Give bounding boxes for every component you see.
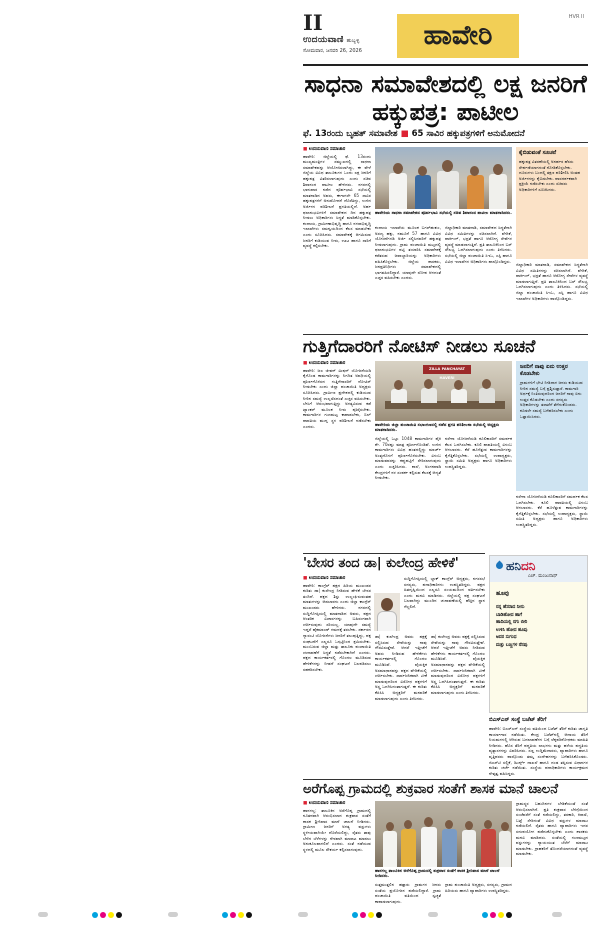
byline-text: ಉದಯವಾಣಿ ಸಮಾಚಾರ [308,576,346,581]
bullet-square-icon: ■ [303,801,309,806]
brief-text: ಹಾವೇರಿ: ಬಿಎಸ್‌ಎನ್ ಸಂಸ್ಥೆಯ ವತಿಯಿಂದ ಬಜೆಟ್ ತೆರಿಗೆ ಕುರಿತು ಜಾಗೃತಿ ಕಾರ್ಯಾಗಾರ ನಡೆಯಿತು. ಕೇಂದ್ರ ಬಜೆಟ್‌ನಲ್ಲಿ ಆದಾಯ ತೆರಿಗೆ ನಿಯಮಗಳಲ್ಲಿ ಆಗಿರುವ ಬದಲಾವಣೆಗಳ ಬಗ್ಗೆ ಲೆಕ್ಕಪರಿಶೋಧಕರು ಮಾಹಿತಿ ನೀಡಿದರು. ಹೊಸ ತೆರಿಗೆ ಪದ್ಧತಿಯ ಲಾಭಗಳು ಮತ್ತು ಹಳೆಯ ಪದ್ಧತಿಯ ವ್ಯತ್ಯಾಸಗಳನ್ನು ವಿವರಿಸಿದರು. ಸಣ್ಣ ಉದ್ದಿಮೆದಾರರು, ವ್ಯಾಪಾರಿಗಳು ಹಾಗೂ ವೃತ್ತಿಪರರು ಪಾಲ್ಗೊಂಡು ತಮ್ಮ ಸಂದೇಹಗಳನ್ನು ಬಗೆಹರಿಸಿಕೊಂಡರು. ಜಿಎಸ್‌ಟಿ ಸಲ್ಲಿಕೆ, ರಿಟರ್ನ್ಸ್ ದಾಖಲೆ ಹಾಗೂ ದಂಡ ತಪ್ಪಿಸುವ ವಿಧಾನಗಳ ಕುರಿತು ಚರ್ಚೆ ನಡೆಯಿತು. ಸಂಸ್ಥೆಯ ಪದಾಧಿಕಾರಿಗಳು ಕಾರ್ಯಕ್ರಮದ ನೇತೃತ್ವ ವಹಿಸಿದ್ದರು. [489,726,588,776]
subhead-part-b: 65 ಸಾವಿರ ಹಕ್ಕುಪತ್ರಗಳಿಗೆ ಅನುಮೋದನೆ [411,129,525,139]
registration-mark [552,912,562,917]
poem-line: ಹಾದಿಯಲ್ಲಿ ನಗು ಬೀರಿ [496,620,528,626]
drop-icon [495,561,505,571]
side-box-text: ಹಕ್ಕುಪತ್ರ ವಿತರಣೆಯಲ್ಲಿ ಅನರ್ಹರ ಹೆಸರು ಸೇರ್ಪಡೆಯಾಗದಂತೆ ನೋಡಿಕೊಳ್ಳಬೇಕು. ದೂರುಗಳು ಬಂದಲ್ಲಿ ತಕ್ಷಣ ಪರಿಶೀಲಿಸಿ ಅಂತಹ ಅರ್ಜಿಗಳನ್ನು ಕೈಬಿಡಬೇಕು. ಪಾರದರ್ಶಕವಾಗಿ ಪ್ರಕ್ರಿಯೆ ನಡೆಸಬೇಕು ಎಂದು ಸಚಿವರು ಅಧಿಕಾರಿಗಳಿಗೆ ಸೂಚಿಸಿದರು. [519,159,581,192]
story2-column-2: ಜಿಲ್ಲೆಯಲ್ಲಿ ಒಟ್ಟು 1048 ಕಾಮಗಾರಿಗಳ ಪೈಕಿ ಶೇ. 70ರಷ್ಟು ಮಾತ್ರ ಪೂರ್ಣಗೊಂಡಿವೆ. ಉಳಿದ ಕಾಮಗಾರಿಗಳು ವಿವಿಧ ಹಂತದಲ್ಲಿದ್ದು ಮಾರ್ಚ್ ಅಂತ್ಯದೊಳಗೆ ಪೂರ್ಣಗೊಳಿಸಬೇಕು. ವಿಳಂಬ ಮಾಡುವವರನ್ನು ಕಪ್ಪುಪಟ್ಟಿಗೆ ಸೇರಿಸಲಾಗುವುದು ಎಂದು ಎಚ್ಚರಿಸಿದರು. ಶಾಲೆ, ಅಂಗನವಾಡಿ ಕೇಂದ್ರಗಳಿಗೆ ನಳ ಸಂಪರ್ಕ ಕಲ್ಪಿಸುವ ಕೆಲಸಕ್ಕೆ ಆದ್ಯತೆ ನೀಡಬೇಕು. [375,436,441,481]
brand-name: ಉದಯವಾಣಿ [303,35,344,45]
story2-side-box [516,361,588,491]
story4-byline [303,801,371,807]
lead-subhead [303,129,588,139]
bullet-square-icon: ■ [400,129,409,139]
lead-column-4: ಜಿಲ್ಲಾಧಿಕಾರಿ ಮಾತನಾಡಿ, ಸಮಾವೇಶದ ಸಿದ್ಧತೆಗಾಗಿ ವಿವಿಧ ಸಮಿತಿಗಳನ್ನು ರಚಿಸಲಾಗಿದೆ. ವೇದಿಕೆ, ಪಾರ್ಕಿಂಗ್, ಭದ್ರತೆ ಹಾಗೂ ಆರೋಗ್ಯ ಸೇವೆಗಳ ವ್ಯವಸ್ಥೆ ಮಾಡಲಾಗುತ್ತಿದೆ. ಪ್ರತಿ ತಾಲೂಕಿನಿಂದ ಬಸ್ ಸೌಲಭ್ಯ ಒದಗಿಸಲಾಗುವುದು ಎಂದು ತಿಳಿಸಿದರು. ಸಭೆಯಲ್ಲಿ ಜಿಲ್ಲಾ ಪಂಚಾಯಿತಿ ಸಿಇಒ, ಎಸ್ಪಿ ಹಾಗೂ ವಿವಿಧ ಇಲಾಖೆಗಳ ಅಧಿಕಾರಿಗಳು ಪಾಲ್ಗೊಂಡಿದ್ದರು. [516,262,588,301]
masthead-rule [303,64,588,66]
story4-headline[interactable]: ಅರೆಗೊಪ್ಪ ಗ್ರಾಮದಲ್ಲಿ ಶುಕ್ರವಾರ ಸಂತೆಗೆ ಶಾಸಕ ಮಾನೆ ಚಾಲನೆ [303,782,558,797]
story2-rule [303,334,588,335]
story3-column-1-text: ಹಾವೇರಿ: ಕಾಂಗ್ರೆಸ್ ಪಕ್ಷದ ಹಿರಿಯ ಮುಖಂಡರ ಕುರಿತು ಡಾ| ಕುಲೇಂದ್ರ ನೀಡಿರುವ ಹೇಳಿಕೆ ಬೇಸರ ತಂದಿದೆ. ಪಕ್ಷದ ಶಿಸ್ತು ಉಲ್ಲಂಘಿಸುವಂತಹ ಮಾತುಗಳನ್ನು ಆಡಬಾರದು ಎಂದು ಜಿಲ್ಲಾ ಕಾಂಗ್ರೆಸ್ ಮುಖಂಡರು ಹೇಳಿದರು. ನಗರದಲ್ಲಿ ಸುದ್ದಿಗೋಷ್ಠಿಯಲ್ಲಿ ಮಾತನಾಡಿದ ಅವರು, ಪಕ್ಷದ ಆಂತರಿಕ ವಿಚಾರಗಳನ್ನು ಬಹಿರಂಗವಾಗಿ ಚರ್ಚಿಸುವುದು ಸರಿಯಲ್ಲ. ಯಾವುದೇ ಸಮಸ್ಯೆ ಇದ್ದರೆ ಹೈಕಮಾಂಡ್ ಗಮನಕ್ಕೆ ತರಬೇಕು. ಸರ್ಕಾರದ ಗ್ಯಾರಂಟಿ ಯೋಜನೆಗಳು ಜನರಿಗೆ ತಲುಪುತ್ತಿದ್ದು, ಪಕ್ಷ ಸಂಘಟನೆಗೆ ಎಲ್ಲರೂ ಒಗ್ಗಟ್ಟಿನಿಂದ ಶ್ರಮಿಸಬೇಕು. ಮುಂಬರುವ ಜಿಲ್ಲಾ ಮತ್ತು ತಾಲೂಕು ಪಂಚಾಯಿತಿ ಚುನಾವಣೆಗೆ ಸಿದ್ಧತೆ ನಡೆಸಬೇಕಾಗಿದೆ ಎಂದರು. ಪಕ್ಷದ ಕಾರ್ಯಕರ್ತರಲ್ಲಿ ಗೊಂದಲ ಮೂಡಿಸುವ ಹೇಳಿಕೆಗಳನ್ನು ನೀಡದೆ ಸಂಘಟನೆ ಬಲಪಡಿಸಲು ಸಹಕರಿಸಬೇಕು. [303,582,371,672]
story2-column-1-text: ಹಾವೇರಿ: ಜಲ ಜೀವನ್ ಮಿಷನ್ ಯೋಜನೆಯಡಿ ಕೈಗೊಂಡ ಕಾಮಗಾರಿಗಳನ್ನು ನಿಗದಿತ ಅವಧಿಯಲ್ಲಿ ಪೂರ್ಣಗೊಳಿಸದ ಗುತ್ತಿಗೆದಾರರಿಗೆ ನೋಟಿಸ್ ನೀಡಬೇಕು ಎಂದು ಜಿಲ್ಲಾ ಪಂಚಾಯಿತಿ ಅಧ್ಯಕ್ಷರು ಸೂಚಿಸಿದರು. ಗ್ರಾಮೀಣ ಪ್ರದೇಶದಲ್ಲಿ ಕುಡಿಯುವ ನೀರಿನ ಸಮಸ್ಯೆ ಉಲ್ಬಣಿಸದಂತೆ ಎಚ್ಚರ ವಹಿಸಬೇಕು. ಬೇಸಿಗೆ ಆರಂಭವಾಗುತ್ತಿದ್ದು ಅಗತ್ಯವಿರುವ ಕಡೆ ಟ್ಯಾಂಕರ್ ಮೂಲಕ ನೀರು ಪೂರೈಸಬೇಕು. ಕಾಮಗಾರಿಗಳ ಗುಣಮಟ್ಟ ಕಾಪಾಡಬೇಕು, ಬಿಲ್ ಪಾವತಿಯ ಮುನ್ನ ಸ್ಥಳ ಪರಿಶೀಲನೆ ನಡೆಸಬೇಕು ಎಂದರು. [303,367,371,429]
story3-column-3: ಡಾ| ಕುಲೇಂದ್ರ ಅವರು ಪಕ್ಷಕ್ಕೆ ಸಲ್ಲಿಸಿರುವ ಸೇವೆಯನ್ನು ನಾವು ಗೌರವಿಸುತ್ತೇವೆ. ಆದರೆ ಇತ್ತೀಚೆಗೆ ಅವರು ನೀಡಿರುವ ಹೇಳಿಕೆಗಳು ಕಾರ್ಯಕರ್ತರಲ್ಲಿ ಗೊಂದಲ ಮೂಡಿಸಿವೆ. ವೈಯಕ್ತಿಕ ಅಸಮಾಧಾನವನ್ನು ಪಕ್ಷದ ವೇದಿಕೆಯಲ್ಲಿ ಚರ್ಚಿಸಬೇಕು. ಸಾರ್ವಜನಿಕವಾಗಿ ಟೀಕೆ ಮಾಡುವುದರಿಂದ ವಿರೋಧ ಪಕ್ಷಗಳಿಗೆ ಅಸ್ತ್ರ ಒದಗಿಸಿದಂತಾಗುತ್ತದೆ. ಈ ಕುರಿತು ಕೆಪಿಸಿಸಿ ಅಧ್ಯಕ್ಷರಿಗೆ ಮನವರಿಕೆ ಮಾಡಲಾಗುವುದು ಎಂದು ತಿಳಿಸಿದರು. [431,634,485,695]
side-box-text: ಗ್ರಾಮಗಳಿಗೆ ಭೇಟಿ ನೀಡಿದಾಗ ಜನರು ಕುಡಿಯುವ ನೀರಿನ ಸಮಸ್ಯೆ ಬಗ್ಗೆ ಪ್ರಶ್ನಿಸುತ್ತಾರೆ. ಕಾಮಗಾರಿ ಅರ್ಧಕ್ಕೆ ನಿಂತಿರುವುದರಿಂದ ಜನರಿಗೆ ನಾವು ಏನು ಉತ್ತರ ಕೊಡಬೇಕು ಎಂದು ಸದಸ್ಯರು ಅಧಿಕಾರಿಗಳನ್ನು ತರಾಟೆಗೆ ತೆಗೆದುಕೊಂಡರು. ಕೂಡಲೇ ಸಮಸ್ಯೆ ಬಗೆಹರಿಸಬೇಕು ಎಂದು ಒತ್ತಾಯಿಸಿದರು. [520,380,583,419]
color-bar [482,912,512,918]
poem-body [496,604,584,650]
lead-photo-caption: ಹಾವೇರಿಯ ಸಾಧನಾ ಸಮಾವೇಶದ ಪೂರ್ವಭಾವಿ ಸಭೆಯಲ್ಲಿ ಸಚಿವ ಶಿವಾನಂದ ಪಾಟೀಲ ಮಾತನಾಡಿದರು. [375,210,512,215]
byline-text: ಉದಯವಾಣಿ ಸಮಾಚಾರ [308,147,346,152]
registration-mark [428,912,438,917]
story3-byline [303,576,371,582]
portrait-photo[interactable] [374,593,400,631]
story4-rule [303,779,588,780]
story4-photo[interactable] [375,801,512,867]
newspaper-brand [303,35,360,45]
story3-headline[interactable]: 'ಬೇಸರ ತಂದ ಡಾ| ಕುಲೇಂದ್ರ ಹೇಳಿಕೆ' [303,556,459,571]
story4-column-2: ಸುತ್ತಮುತ್ತಲಿನ ಹತ್ತಾರು ಗ್ರಾಮಗಳ ಜನರು ಸಂತೆಯ ಪ್ರಯೋಜನ ಪಡೆಯಲಿದ್ದಾರೆ. ಗ್ರಾಮ ಪಂಚಾಯಿತಿ ವತಿಯಿಂದ ಸ್ವಚ್ಛತೆ ಕಾಪಾಡಲಾಗುವುದು. [375,882,441,904]
story4-column-3: ಗ್ರಾಮ ಪಂಚಾಯಿತಿ ಅಧ್ಯಕ್ಷರು, ಸದಸ್ಯರು, ಗ್ರಾಮದ ಹಿರಿಯರು ಹಾಗೂ ವ್ಯಾಪಾರಿಗಳು ಉಪಸ್ಥಿತರಿದ್ದರು. [445,882,512,893]
poem-line: ನನ್ನ ಹೆಸರಾದ ನೀನು [496,605,525,610]
lead-column-3: ಜಿಲ್ಲಾಧಿಕಾರಿ ಮಾತನಾಡಿ, ಸಮಾವೇಶದ ಸಿದ್ಧತೆಗಾಗಿ ವಿವಿಧ ಸಮಿತಿಗಳನ್ನು ರಚಿಸಲಾಗಿದೆ. ವೇದಿಕೆ, ಪಾರ್ಕಿಂಗ್, ಭದ್ರತೆ ಹಾಗೂ ಆರೋಗ್ಯ ಸೇವೆಗಳ ವ್ಯವಸ್ಥೆ ಮಾಡಲಾಗುತ್ತಿದೆ. ಪ್ರತಿ ತಾಲೂಕಿನಿಂದ ಬಸ್ ಸೌಲಭ್ಯ ಒದಗಿಸಲಾಗುವುದು ಎಂದು ತಿಳಿಸಿದರು. ಸಭೆಯಲ್ಲಿ ಜಿಲ್ಲಾ ಪಂಚಾಯಿತಿ ಸಿಇಒ, ಎಸ್ಪಿ ಹಾಗೂ ವಿವಿಧ ಇಲಾಖೆಗಳ ಅಧಿಕಾರಿಗಳು ಪಾಲ್ಗೊಂಡಿದ್ದರು. [445,225,512,264]
story2-column-3: ನರೇಗಾ ಯೋಜನೆಯಡಿ ಕೂಲಿಕಾರರಿಗೆ ಸಮರ್ಪಕ ಕೆಲಸ ಒದಗಿಸಬೇಕು. ಕೂಲಿ ಪಾವತಿಯಲ್ಲಿ ವಿಳಂಬ ಆಗಬಾರದು. ಕೆರೆ ಹೂಳೆತ್ತುವ ಕಾಮಗಾರಿಗಳನ್ನು ಕೈಗೆತ್ತಿಕೊಳ್ಳಬೇಕು. ಸಭೆಯಲ್ಲಿ ಉಪಾಧ್ಯಕ್ಷರು, ಸ್ಥಾಯಿ ಸಮಿತಿ ಅಧ್ಯಕ್ಷರು ಹಾಗೂ ಅಧಿಕಾರಿಗಳು ಉಪಸ್ಥಿತರಿದ್ದರು. [445,436,512,469]
hani-dani-author: ಎಚ್. ಮಂಜುನಾಥ್ [528,574,558,579]
photo-banner: ZILLA PANCHAYAT HAVERI [423,365,471,374]
story2-photo-caption: ಹಾವೇರಿಯ ಜಿಲ್ಲಾ ಪಂಚಾಯಿತಿ ಸಭಾಂಗಣದಲ್ಲಿ ನಡೆದ ಪ್ರಗತಿ ಪರಿಶೀಲನಾ ಸಭೆಯಲ್ಲಿ ಅಧ್ಯಕ್ಷರು ಮಾತನಾಡಿದರು. [375,422,500,433]
poem-line: ಮತ್ತು ಬಣ್ಣಗಳ ನೆನಪು [496,642,528,648]
bullet-square-icon: ■ [303,361,309,366]
poem-title: ಹೂವು [496,590,509,597]
story3-column-2-top: ಸುದ್ದಿಗೋಷ್ಠಿಯಲ್ಲಿ ಬ್ಲಾಕ್ ಕಾಂಗ್ರೆಸ್ ಅಧ್ಯಕ್ಷರು, ನಗರಸಭೆ ಸದಸ್ಯರು, ಪದಾಧಿಕಾರಿಗಳು ಉಪಸ್ಥಿತರಿದ್ದರು. ಪಕ್ಷದ ಹಿತದೃಷ್ಟಿಯಿಂದ ಎಲ್ಲರೂ ಸಂಯಮದಿಂದ ವರ್ತಿಸಬೇಕು ಎಂದು ಮನವಿ ಮಾಡಿದರು. ಜಿಲ್ಲೆಯಲ್ಲಿ ಪಕ್ಷ ಸಂಘಟನೆ ಬಲವಾಗಿದ್ದು ಮುಂದಿನ ಚುನಾವಣೆಯಲ್ಲಿ ಹೆಚ್ಚಿನ ಸ್ಥಾನ ಗೆಲ್ಲಲಿದೆ. [404,576,485,609]
logo-part-b: ದನಿ [521,559,536,573]
lead-byline [303,147,371,153]
subhead-part-a: ಫೆ. 13ರಂದು ಬೃಹತ್ ಸಮಾವೇಶ [303,129,398,139]
lead-column-1 [303,147,371,330]
lead-rule [303,142,588,143]
page-code: HVR II [568,14,584,20]
story2-headline[interactable]: ಗುತ್ತಿಗೆದಾರರಿಗೆ ನೋಟಿಸ್ ನೀಡಲು ಸೂಚನೆ [303,337,536,357]
story3-rule [303,553,485,554]
story4-photo-caption: ಹಾನಗಲ್ಲ ತಾಲೂಕಿನ ಅರೆಗೊಪ್ಪ ಗ್ರಾಮದಲ್ಲಿ ಶುಕ್ರವಾರ ಸಂತೆಗೆ ಶಾಸಕ ಶ್ರೀನಿವಾಸ ಮಾನೆ ಚಾಲನೆ ನೀಡಿದರು. [375,868,500,879]
bullet-square-icon: ■ [303,576,309,581]
lead-column-1-text: ಹಾವೇರಿ: ಜಿಲ್ಲೆಯಲ್ಲಿ ಫೆ. 13ರಂದು ಮುಖ್ಯಮಂತ್ರಿಗಳ ಸಮ್ಮುಖದಲ್ಲಿ ಸಾಧನಾ ಸಮಾವೇಶವನ್ನು ಆಯೋಜಿಸಲಾಗಿದ್ದು, ಈ ವೇಳೆ ಜಿಲ್ಲೆಯ ವಿವಿಧ ತಾಲೂಕುಗಳ ಒಂದು ಲಕ್ಷ ಜನರಿಗೆ ಹಕ್ಕುಪತ್ರ ವಿತರಿಸಲಾಗುವುದು ಎಂದು ಸಚಿವ ಶಿವಾನಂದ ಪಾಟೀಲ ಹೇಳಿದರು. ನಗರದಲ್ಲಿ ಭಾನುವಾರ ನಡೆದ ಪೂರ್ವಭಾವಿ ಸಭೆಯಲ್ಲಿ ಮಾತನಾಡಿದ ಅವರು, ಈಗಾಗಲೇ 65 ಸಾವಿರ ಹಕ್ಕುಪತ್ರಗಳಿಗೆ ಅನುಮೋದನೆ ದೊರೆತಿದ್ದು, ಉಳಿದ ಅರ್ಜಿಗಳ ಪರಿಶೀಲನೆ ಪ್ರಗತಿಯಲ್ಲಿದೆ. ಅರ್ಹ ಫಲಾನುಭವಿಗಳಿಗೆ ಸಮಾವೇಶದ ದಿನ ಹಕ್ಕುಪತ್ರ ನೀಡಲು ಅಧಿಕಾರಿಗಳು ಸಿದ್ಧತೆ ಮಾಡಿಕೊಳ್ಳಬೇಕು. ಕಂದಾಯ, ಗ್ರಾಮೀಣಾಭಿವೃದ್ಧಿ ಹಾಗೂ ನಗರಾಭಿವೃದ್ಧಿ ಇಲಾಖೆಗಳು ಸಮನ್ವಯದಿಂದ ಕೆಲಸ ಮಾಡಬೇಕು ಎಂದು ಸೂಚಿಸಿದರು. ಸಮಾವೇಶಕ್ಕೆ ಆಗಮಿಸುವ ಜನರಿಗೆ ಕುಡಿಯುವ ನೀರು, ಊಟ ಹಾಗೂ ಸಾರಿಗೆ ವ್ಯವಸ್ಥೆ ಕಲ್ಪಿಸಬೇಕು. [303,153,371,249]
story4-column-1 [303,801,371,906]
story2-byline [303,361,371,367]
story2-column-4: ನರೇಗಾ ಯೋಜನೆಯಡಿ ಕೂಲಿಕಾರರಿಗೆ ಸಮರ್ಪಕ ಕೆಲಸ ಒದಗಿಸಬೇಕು. ಕೂಲಿ ಪಾವತಿಯಲ್ಲಿ ವಿಳಂಬ ಆಗಬಾರದು. ಕೆರೆ ಹೂಳೆತ್ತುವ ಕಾಮಗಾರಿಗಳನ್ನು ಕೈಗೆತ್ತಿಕೊಳ್ಳಬೇಕು. ಸಭೆಯಲ್ಲಿ ಉಪಾಧ್ಯಕ್ಷರು, ಸ್ಥಾಯಿ ಸಮಿತಿ ಅಧ್ಯಕ್ಷರು ಹಾಗೂ ಅಧಿಕಾರಿಗಳು ಉಪಸ್ಥಿತರಿದ್ದರು. [516,494,588,527]
poem-line: ಬಾಡಿಹೋದ ಹಾಗೆ [496,612,523,618]
logo-part-a: ಹನಿ [506,559,521,573]
color-bar [222,912,252,918]
byline-text: ಉದಯವಾಣಿ ಸಮಾಚಾರ [308,801,346,806]
registration-mark [168,912,178,917]
registration-mark [38,912,48,917]
page-number: II [303,10,323,35]
issue-date: ಸೋಮವಾರ, ಜನವರಿ 26, 2026 [303,48,362,54]
color-bar [92,912,122,918]
color-bar [352,912,382,918]
masthead [303,12,588,62]
lead-side-box [516,147,588,259]
hani-dani-logo [496,559,535,574]
byline-text: ಉದಯವಾಣಿ ಸಮಾಚಾರ [308,361,346,366]
hani-dani-box [489,555,588,713]
side-box-title: ಜನರಿಗೆ ನಾವು ಏನು ಉತ್ತರ ಕೊಡಬೇಕು [520,364,568,377]
brand-edition: ಹುಬ್ಬಳ್ಳಿ [346,38,360,44]
bullet-square-icon: ■ [303,147,309,152]
poem-line: ಅದರ ಸುಗಂಧ [496,635,517,641]
story4-column-1-text: ಹಾನಗಲ್ಲ: ತಾಲೂಕಿನ ಅರೆಗೊಪ್ಪ ಗ್ರಾಮದಲ್ಲಿ ನೂತನವಾಗಿ ಆರಂಭಿಸಲಾದ ಶುಕ್ರವಾರ ಸಂತೆಗೆ ಶಾಸಕ ಶ್ರೀನಿವಾಸ ಮಾನೆ ಚಾಲನೆ ನೀಡಿದರು. ಗ್ರಾಮೀಣ ಜನರಿಗೆ ಅಗತ್ಯ ವಸ್ತುಗಳು ಸ್ಥಳೀಯವಾಗಿಯೇ ದೊರೆಯಲಿದ್ದು, ರೈತರು ತಾವು ಬೆಳೆದ ಬೆಳೆಗಳನ್ನು ನೇರವಾಗಿ ಮಾರಾಟ ಮಾಡಲು ಅನುಕೂಲವಾಗಲಿದೆ ಎಂದರು. ಸಂತೆ ನಡೆಯುವ ಸ್ಥಳದಲ್ಲಿ ಮೂಲ ಸೌಕರ್ಯ ಕಲ್ಪಿಸಲಾಗುವುದು. [303,807,371,852]
story4-column-4: ಗ್ರಾಮಸ್ಥರ ಬಹುದಿನಗಳ ಬೇಡಿಕೆಯಂತೆ ಸಂತೆ ಆರಂಭಿಸಲಾಗಿದೆ. ಪ್ರತಿ ಶುಕ್ರವಾರ ಬೆಳಿಗ್ಗೆಯಿಂದ ಸಂಜೆವರೆಗೆ ಸಂತೆ ನಡೆಯಲಿದ್ದು, ತರಕಾರಿ, ಕಿರಾಣಿ, ಬಟ್ಟೆ ಸೇರಿದಂತೆ ವಿವಿಧ ವಸ್ತುಗಳ ಮಾರಾಟ ನಡೆಯಲಿದೆ. ರೈತರು ಹಾಗೂ ವ್ಯಾಪಾರಿಗಳು ಇದರ ಸದುಪಯೋಗ ಪಡೆದುಕೊಳ್ಳಬೇಕು ಎಂದು ಶಾಸಕರು ಮನವಿ ಮಾಡಿದರು. ಸಂತೆಯಲ್ಲಿ ಗುಣಮಟ್ಟದ ವಸ್ತುಗಳನ್ನು ನ್ಯಾಯಯುತ ಬೆಲೆಗೆ ಮಾರಾಟ ಮಾಡಬೇಕು. ಗ್ರಾಹಕರಿಗೆ ತೊಂದರೆಯಾಗದಂತೆ ವ್ಯವಸ್ಥೆ ಮಾಡಬೇಕು. [516,801,588,857]
story3-column-1 [303,576,371,776]
story2-column-1 [303,361,371,551]
lead-column-2: ಕಂದಾಯ ಇಲಾಖೆಯ ಮೂಲಕ ಬಗರ್‌ಹುಕುಂ, ಅರಣ್ಯ ಹಕ್ಕು, ನಮೂನೆ 57 ಹಾಗೂ ವಿವಿಧ ಯೋಜನೆಗಳಡಿ ಅರ್ಜಿ ಸಲ್ಲಿಸಿದವರಿಗೆ ಹಕ್ಕುಪತ್ರ ನೀಡಲಾಗುವುದು. ಗ್ರಾಮ ಪಂಚಾಯಿತಿ ಮಟ್ಟದಲ್ಲಿ ಫಲಾನುಭವಿಗಳ ಪಟ್ಟಿ ತಯಾರಿಸಿ ಸಮಾವೇಶಕ್ಕೆ ಕರೆತರುವ ಜವಾಬ್ದಾರಿಯನ್ನು ಅಧಿಕಾರಿಗಳು ವಹಿಸಿಕೊಳ್ಳಬೇಕು. ಜಿಲ್ಲೆಯ ಶಾಸಕರು, ಜನಪ್ರತಿನಿಧಿಗಳು ಸಮಾವೇಶದಲ್ಲಿ ಭಾಗವಹಿಸಲಿದ್ದಾರೆ. ಯಾವುದೇ ಲೋಪ ಆಗದಂತೆ ಎಚ್ಚರ ವಹಿಸಬೇಕು ಎಂದರು. [375,225,441,281]
hani-dani-header [490,556,588,582]
registration-mark [298,912,308,917]
poem-line: ಉಳಿಸಿ ಹೋದ ಹೂವು [496,627,528,633]
story3-column-2: ಡಾ| ಕುಲೇಂದ್ರ ಅವರು ಪಕ್ಷಕ್ಕೆ ಸಲ್ಲಿಸಿರುವ ಸೇವೆಯನ್ನು ನಾವು ಗೌರವಿಸುತ್ತೇವೆ. ಆದರೆ ಇತ್ತೀಚೆಗೆ ಅವರು ನೀಡಿರುವ ಹೇಳಿಕೆಗಳು ಕಾರ್ಯಕರ್ತರಲ್ಲಿ ಗೊಂದಲ ಮೂಡಿಸಿವೆ. ವೈಯಕ್ತಿಕ ಅಸಮಾಧಾನವನ್ನು ಪಕ್ಷದ ವೇದಿಕೆಯಲ್ಲಿ ಚರ್ಚಿಸಬೇಕು. ಸಾರ್ವಜನಿಕವಾಗಿ ಟೀಕೆ ಮಾಡುವುದರಿಂದ ವಿರೋಧ ಪಕ್ಷಗಳಿಗೆ ಅಸ್ತ್ರ ಒದಗಿಸಿದಂತಾಗುತ್ತದೆ. ಈ ಕುರಿತು ಕೆಪಿಸಿಸಿ ಅಧ್ಯಕ್ಷರಿಗೆ ಮನವರಿಕೆ ಮಾಡಲಾಗುವುದು ಎಂದು ತಿಳಿಸಿದರು. [375,634,427,701]
side-box-title: ಕೈಬಿಡುವಂತೆ ಸೂಚನೆ [519,150,557,156]
brief-headline[interactable]: ಬಿಎಸ್‌ಎನ್ ಸಂಸ್ಥೆ ಬಜೆಟ್ ತೆರಿಗೆ [489,717,547,723]
city-banner: ಹಾವೇರಿ [397,14,519,58]
story2-photo[interactable] [375,361,512,421]
lead-headline[interactable]: ಸಾಧನಾ ಸಮಾವೇಶದಲ್ಲಿ ಲಕ್ಷ ಜನರಿಗೆ ಹಕ್ಕುಪತ್ರ: ಪಾಟೀಲ [304,70,587,126]
lead-photo[interactable] [375,147,512,209]
